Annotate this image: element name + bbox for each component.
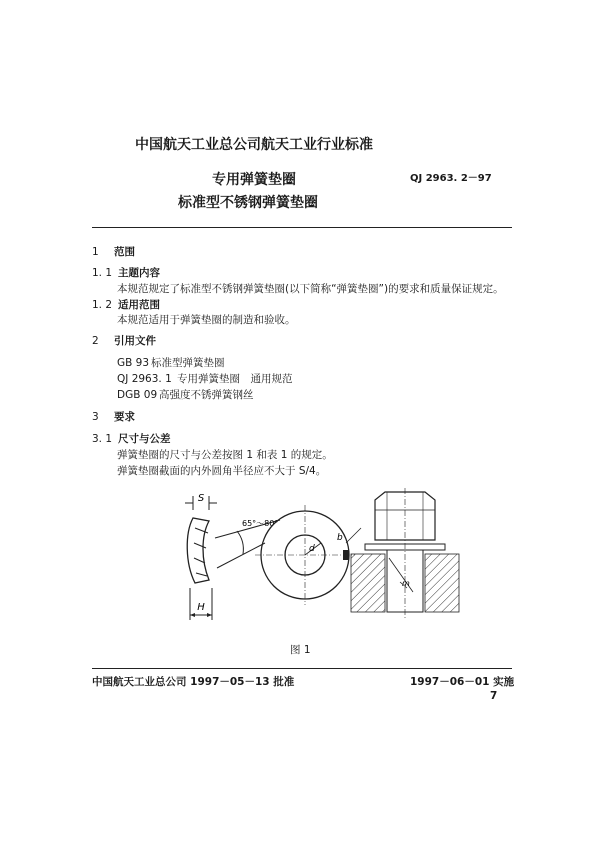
doc-title-line1: 专用弹簧垫圈 (212, 172, 296, 188)
label-b: b (337, 533, 343, 543)
reference-title: 高强度不锈弹簧钢丝 (159, 389, 254, 401)
label-d: d (309, 544, 315, 554)
label-angle: 65°～80° (242, 519, 279, 528)
reference-code: GB 93 (117, 357, 150, 369)
section-3-1-body-2: 弹簧垫圈截面的内外圆角半径应不大于 S/4。 (117, 465, 327, 477)
reference-item (117, 371, 293, 386)
section-1-1-heading (92, 265, 160, 280)
reference-code: QJ 2963. 1 (117, 373, 172, 385)
reference-item (117, 387, 254, 402)
angle-arc (237, 531, 243, 554)
section-1-2-heading (92, 297, 160, 312)
issuer-approval: 中国航天工业总公司 1997－05－13 批准 (92, 676, 295, 688)
assembly-section-view (351, 488, 459, 618)
section-1-heading (92, 244, 135, 259)
section-number: 1. 1 (92, 267, 113, 279)
reference-code: DGB 09 (117, 389, 158, 401)
reference-item (117, 355, 225, 370)
section-title: 引用文件 (114, 335, 156, 347)
section-number: 2 (92, 335, 99, 347)
reference-title: 标准型弹簧垫圈 (151, 357, 225, 369)
section-3-1-heading (92, 431, 171, 446)
section-title: 适用范围 (118, 299, 160, 311)
section-1-2-body: 本规范适用于弹簧垫圈的制造和验收。 (117, 314, 296, 326)
label-s: S (197, 493, 205, 504)
section-title: 要求 (114, 411, 135, 423)
standard-code: QJ 2963. 2－97 (410, 173, 492, 184)
section-number: 3. 1 (92, 433, 113, 445)
section-title: 尺寸与公差 (118, 433, 171, 445)
figure-caption: 图 1 (290, 644, 311, 656)
section-title: 主题内容 (118, 267, 160, 279)
angle-line-lower (217, 543, 265, 568)
label-h: H (197, 602, 205, 613)
figure-1-drawing (175, 488, 465, 628)
label-m: m (402, 579, 410, 588)
section-title: 范围 (114, 246, 135, 258)
section-2-heading (92, 333, 156, 348)
section-number: 3 (92, 411, 99, 423)
section-1-1-body: 本规范规定了标准型不锈钢弹簧垫圈(以下简称“弹簧垫圈”)的要求和质量保证规定。 (117, 283, 504, 295)
section-number: 1 (92, 246, 99, 258)
effective-date: 1997－06－01 实施 (410, 676, 515, 688)
section-3-heading (92, 409, 135, 424)
footer-rule (92, 668, 512, 669)
reference-title: 专用弹簧垫圈 通用规范 (177, 373, 293, 385)
doc-title-line2: 标准型不锈钢弹簧垫圈 (178, 195, 318, 211)
page-number: 7 (490, 690, 498, 702)
section-3-1-body-1: 弹簧垫圈的尺寸与公差按图 1 和表 1 的规定。 (117, 449, 333, 461)
org-standard-title: 中国航天工业总公司航天工业行业标准 (135, 137, 373, 153)
header-rule (92, 227, 512, 228)
section-number: 1. 2 (92, 299, 113, 311)
